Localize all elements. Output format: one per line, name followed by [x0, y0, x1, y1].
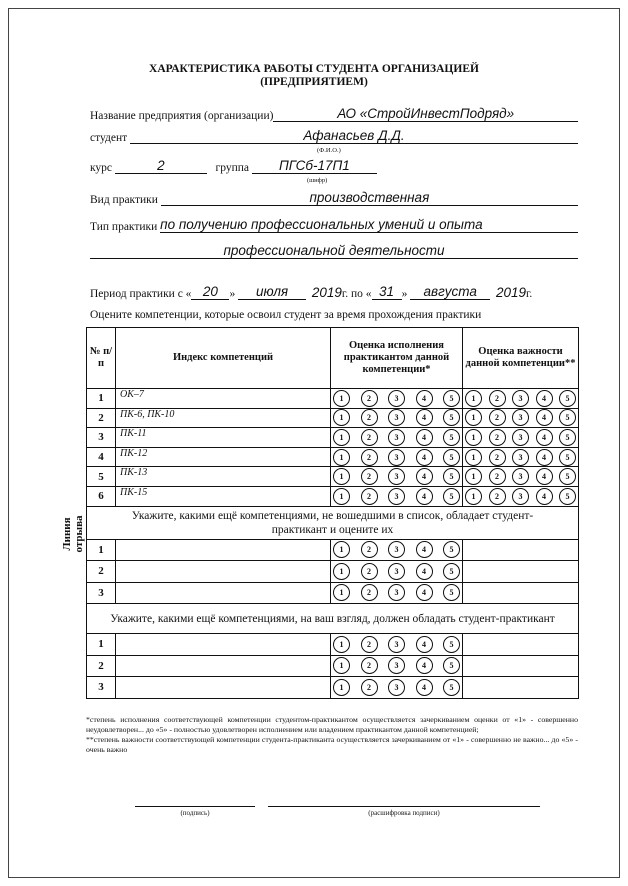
performance-rating [331, 486, 463, 506]
importance-rating [463, 467, 579, 487]
section-heading: Укажите, какими ещё компетенциями, не вошедшими в список, обладает студент-практикант и оцените их [87, 506, 579, 539]
rating-circle[interactable]: 1 [465, 488, 482, 505]
row-number: 2 [87, 561, 116, 583]
rating-circle[interactable]: 1 [465, 390, 482, 407]
rating-circle[interactable]: 4 [536, 390, 553, 407]
rating-circle[interactable]: 5 [443, 563, 460, 580]
from-year: 2019 [311, 285, 342, 300]
rating-circle[interactable]: 1 [333, 679, 350, 696]
rating-circle[interactable]: 1 [333, 429, 350, 446]
rating-circle[interactable]: 2 [489, 390, 506, 407]
type-field[interactable]: по получению профессиональных умений и опыта [160, 217, 578, 233]
course-row: курс 2 группа ПГСб-17П1 [90, 158, 578, 174]
table-row [87, 634, 579, 656]
rating-scale [331, 636, 462, 653]
rating-circle[interactable]: 1 [333, 584, 350, 601]
to-year: 2019 [495, 285, 526, 300]
table-row [87, 467, 579, 487]
period-row: Период практики с « 20 » июля 2019 г. по « 31 » августа 2019 г. [90, 284, 533, 300]
rating-circle[interactable]: 1 [333, 563, 350, 580]
group-field[interactable]: ПГСб-17П1 [252, 158, 377, 174]
rating-scale [463, 468, 578, 485]
row-number: 4 [87, 447, 116, 467]
importance-rating[interactable] [463, 677, 579, 699]
rating-circle[interactable]: 1 [333, 468, 350, 485]
signature-line[interactable]: (подпись) [135, 806, 255, 817]
performance-rating [331, 408, 463, 428]
rating-circle[interactable]: 2 [361, 409, 378, 426]
table-row [87, 428, 579, 448]
rating-circle[interactable]: 4 [536, 449, 553, 466]
rating-circle[interactable]: 4 [416, 409, 433, 426]
importance-rating[interactable] [463, 561, 579, 583]
rating-circle[interactable]: 2 [489, 429, 506, 446]
rating-scale [331, 449, 462, 466]
competency-index: ПК-11 [116, 428, 331, 448]
rating-circle[interactable]: 1 [333, 449, 350, 466]
table-row [87, 655, 579, 677]
rating-circle[interactable]: 2 [361, 679, 378, 696]
rating-scale [331, 563, 462, 580]
rating-circle[interactable]: 1 [333, 409, 350, 426]
rating-circle[interactable]: 3 [512, 488, 529, 505]
rating-circle[interactable]: 1 [465, 449, 482, 466]
org-row: Название предприятия (организации) АО «СтройИнвестПодряд» [90, 106, 578, 122]
rating-scale [331, 584, 462, 601]
rating-circle[interactable]: 1 [333, 390, 350, 407]
performance-rating [331, 582, 463, 604]
org-field[interactable]: АО «СтройИнвестПодряд» [273, 106, 578, 122]
performance-rating [331, 389, 463, 409]
rating-circle[interactable]: 4 [416, 390, 433, 407]
rating-circle[interactable]: 4 [416, 429, 433, 446]
kind-row: Вид практики производственная [90, 190, 578, 206]
rating-circle[interactable]: 2 [361, 390, 378, 407]
rating-circle[interactable]: 4 [416, 541, 433, 558]
rating-circle[interactable]: 2 [489, 488, 506, 505]
importance-rating[interactable] [463, 539, 579, 561]
rating-circle[interactable]: 4 [416, 468, 433, 485]
type-field-2[interactable]: профессиональной деятельности [90, 243, 578, 259]
rating-scale [331, 541, 462, 558]
table-row [87, 389, 579, 409]
row-number: 3 [87, 428, 116, 448]
rating-circle[interactable]: 3 [388, 409, 405, 426]
performance-rating [331, 655, 463, 677]
rating-circle[interactable]: 4 [416, 488, 433, 505]
competency-index: ПК-12 [116, 447, 331, 467]
rating-circle[interactable]: 5 [559, 488, 576, 505]
type-row: Тип практики по получению профессиональных умений и опыта [90, 217, 578, 233]
rating-circle[interactable]: 4 [416, 584, 433, 601]
rating-scale [463, 429, 578, 446]
rating-circle[interactable]: 1 [465, 429, 482, 446]
rating-circle[interactable]: 3 [388, 541, 405, 558]
rating-scale [331, 390, 462, 407]
performance-rating [331, 561, 463, 583]
rating-scale [331, 679, 462, 696]
rating-circle[interactable]: 3 [388, 636, 405, 653]
rating-circle[interactable]: 5 [443, 541, 460, 558]
rating-circle[interactable]: 5 [443, 636, 460, 653]
rating-circle[interactable]: 3 [388, 584, 405, 601]
importance-rating [463, 389, 579, 409]
rating-circle[interactable]: 4 [536, 429, 553, 446]
table-row [87, 447, 579, 467]
rating-circle[interactable]: 5 [559, 390, 576, 407]
rating-circle[interactable]: 3 [388, 449, 405, 466]
rating-circle[interactable]: 2 [361, 563, 378, 580]
rating-circle[interactable]: 4 [416, 657, 433, 674]
header-performance: Оценка исполнения практикантом данной компетенции* [331, 328, 463, 389]
rating-circle[interactable]: 4 [536, 468, 553, 485]
rating-circle[interactable]: 2 [489, 449, 506, 466]
table-row [87, 486, 579, 506]
rating-circle[interactable]: 1 [465, 468, 482, 485]
rating-circle[interactable]: 1 [333, 636, 350, 653]
rating-circle[interactable]: 3 [388, 563, 405, 580]
rating-circle[interactable]: 5 [443, 468, 460, 485]
rating-circle[interactable]: 2 [361, 541, 378, 558]
rating-circle[interactable]: 4 [416, 449, 433, 466]
rating-circle[interactable]: 3 [512, 390, 529, 407]
row-number: 2 [87, 408, 116, 428]
importance-rating [463, 486, 579, 506]
footnotes: *степень исполнения соответствующей компетенции студентом-практикантом осуществляется зачеркиванием оценки от «1» - совершенно неудовлетворен... до «5» - полностью удовлетворен исполнением или владением практикантом данной компетенцией; **степень важности соответствующей компетенции студента-практиканта осуществляется зачеркиванием от «1» - совершенно не важно... до «5» - очень важно [86, 715, 578, 754]
competency-input[interactable] [116, 677, 331, 699]
rating-circle[interactable]: 3 [388, 468, 405, 485]
rating-circle[interactable]: 3 [388, 429, 405, 446]
rating-circle[interactable]: 2 [489, 409, 506, 426]
performance-rating [331, 677, 463, 699]
rating-scale [463, 409, 578, 426]
importance-rating[interactable] [463, 634, 579, 656]
rating-scale [463, 488, 578, 505]
importance-rating[interactable] [463, 582, 579, 604]
rating-circle[interactable]: 5 [443, 584, 460, 601]
row-number: 3 [87, 582, 116, 604]
rating-circle[interactable]: 2 [361, 449, 378, 466]
rating-circle[interactable]: 5 [443, 390, 460, 407]
performance-rating [331, 428, 463, 448]
table-row [87, 561, 579, 583]
rating-scale [331, 657, 462, 674]
competency-input[interactable] [116, 561, 331, 583]
rating-circle[interactable]: 5 [559, 468, 576, 485]
rating-circle[interactable]: 3 [388, 488, 405, 505]
importance-rating [463, 428, 579, 448]
rating-circle[interactable]: 4 [416, 679, 433, 696]
rating-circle[interactable]: 5 [443, 449, 460, 466]
header-index: Индекс компетенций [116, 328, 331, 389]
rating-circle[interactable]: 3 [512, 449, 529, 466]
rating-circle[interactable]: 5 [443, 657, 460, 674]
competency-input[interactable] [116, 539, 331, 561]
from-month-field[interactable]: июля [238, 284, 306, 300]
rating-circle[interactable]: 5 [559, 449, 576, 466]
row-number: 1 [87, 539, 116, 561]
rating-circle[interactable]: 2 [489, 468, 506, 485]
tear-line-label: Линия отрыва [61, 515, 85, 553]
rating-scale [331, 429, 462, 446]
rating-scale [331, 468, 462, 485]
competency-index: ПК-6, ПК-10 [116, 408, 331, 428]
rating-circle[interactable]: 2 [361, 657, 378, 674]
rating-circle[interactable]: 3 [388, 679, 405, 696]
rating-circle[interactable]: 1 [333, 657, 350, 674]
competency-index: ПК-13 [116, 467, 331, 487]
rating-circle[interactable]: 3 [512, 468, 529, 485]
header-importance: Оценка важности данной компетенции** [463, 328, 579, 389]
rating-circle[interactable]: 2 [361, 468, 378, 485]
rating-circle[interactable]: 4 [536, 409, 553, 426]
rating-circle[interactable]: 3 [512, 429, 529, 446]
competency-index: ПК-15 [116, 486, 331, 506]
rating-circle[interactable]: 2 [361, 636, 378, 653]
importance-rating [463, 447, 579, 467]
rating-scale [331, 409, 462, 426]
to-month-field[interactable]: августа [410, 284, 490, 300]
importance-rating [463, 408, 579, 428]
row-number: 1 [87, 634, 116, 656]
row-number: 1 [87, 389, 116, 409]
to-day-field[interactable]: 31 [372, 284, 402, 300]
row-number: 3 [87, 677, 116, 699]
performance-rating [331, 467, 463, 487]
rating-circle[interactable]: 2 [361, 584, 378, 601]
instruction: Оцените компетенции, которые освоил студент за время прохождения практики [90, 309, 482, 321]
rating-circle[interactable]: 1 [465, 409, 482, 426]
rating-scale [463, 449, 578, 466]
rating-circle[interactable]: 4 [416, 563, 433, 580]
header-number: № п/п [87, 328, 116, 389]
rating-circle[interactable]: 5 [559, 409, 576, 426]
rating-circle[interactable]: 2 [361, 488, 378, 505]
rating-circle[interactable]: 3 [512, 409, 529, 426]
type-row-2 [90, 243, 578, 259]
table-row [87, 539, 579, 561]
rating-circle[interactable]: 5 [443, 679, 460, 696]
rating-circle[interactable]: 4 [416, 636, 433, 653]
competency-input[interactable] [116, 582, 331, 604]
table-row [87, 677, 579, 699]
performance-rating [331, 447, 463, 467]
rating-scale [463, 390, 578, 407]
from-day-field[interactable]: 20 [191, 284, 229, 300]
rating-circle[interactable]: 5 [443, 409, 460, 426]
rating-scale [331, 488, 462, 505]
rating-circle[interactable]: 4 [536, 488, 553, 505]
rating-circle[interactable]: 1 [333, 541, 350, 558]
performance-rating [331, 634, 463, 656]
section-heading: Укажите, какими ещё компетенциями, на ваш взгляд, должен обладать студент-практикант [87, 604, 579, 634]
course-field[interactable]: 2 [115, 158, 207, 174]
competency-input[interactable] [116, 655, 331, 677]
rating-circle[interactable]: 3 [388, 657, 405, 674]
signature-decode-line[interactable]: (расшифровка подписи) [268, 806, 540, 817]
table-row [87, 408, 579, 428]
table-row [87, 582, 579, 604]
rating-circle[interactable]: 5 [559, 429, 576, 446]
rating-circle[interactable]: 2 [361, 429, 378, 446]
competency-table [86, 327, 579, 699]
importance-rating[interactable] [463, 655, 579, 677]
student-field[interactable]: Афанасьев Д.Д. [130, 128, 578, 144]
competency-input[interactable] [116, 634, 331, 656]
rating-circle[interactable]: 5 [443, 429, 460, 446]
row-number: 2 [87, 655, 116, 677]
page-title: ХАРАКТЕРИСТИКА РАБОТЫ СТУДЕНТА ОРГАНИЗАЦИЕЙ (ПРЕДПРИЯТИЕМ) [149, 63, 479, 88]
row-number: 6 [87, 486, 116, 506]
kind-field[interactable]: производственная [161, 190, 578, 206]
rating-circle[interactable]: 5 [443, 488, 460, 505]
rating-circle[interactable]: 1 [333, 488, 350, 505]
student-row: студент Афанасьев Д.Д. [90, 128, 578, 144]
performance-rating [331, 539, 463, 561]
rating-circle[interactable]: 3 [388, 390, 405, 407]
competency-index: ОК–7 [116, 389, 331, 409]
row-number: 5 [87, 467, 116, 487]
